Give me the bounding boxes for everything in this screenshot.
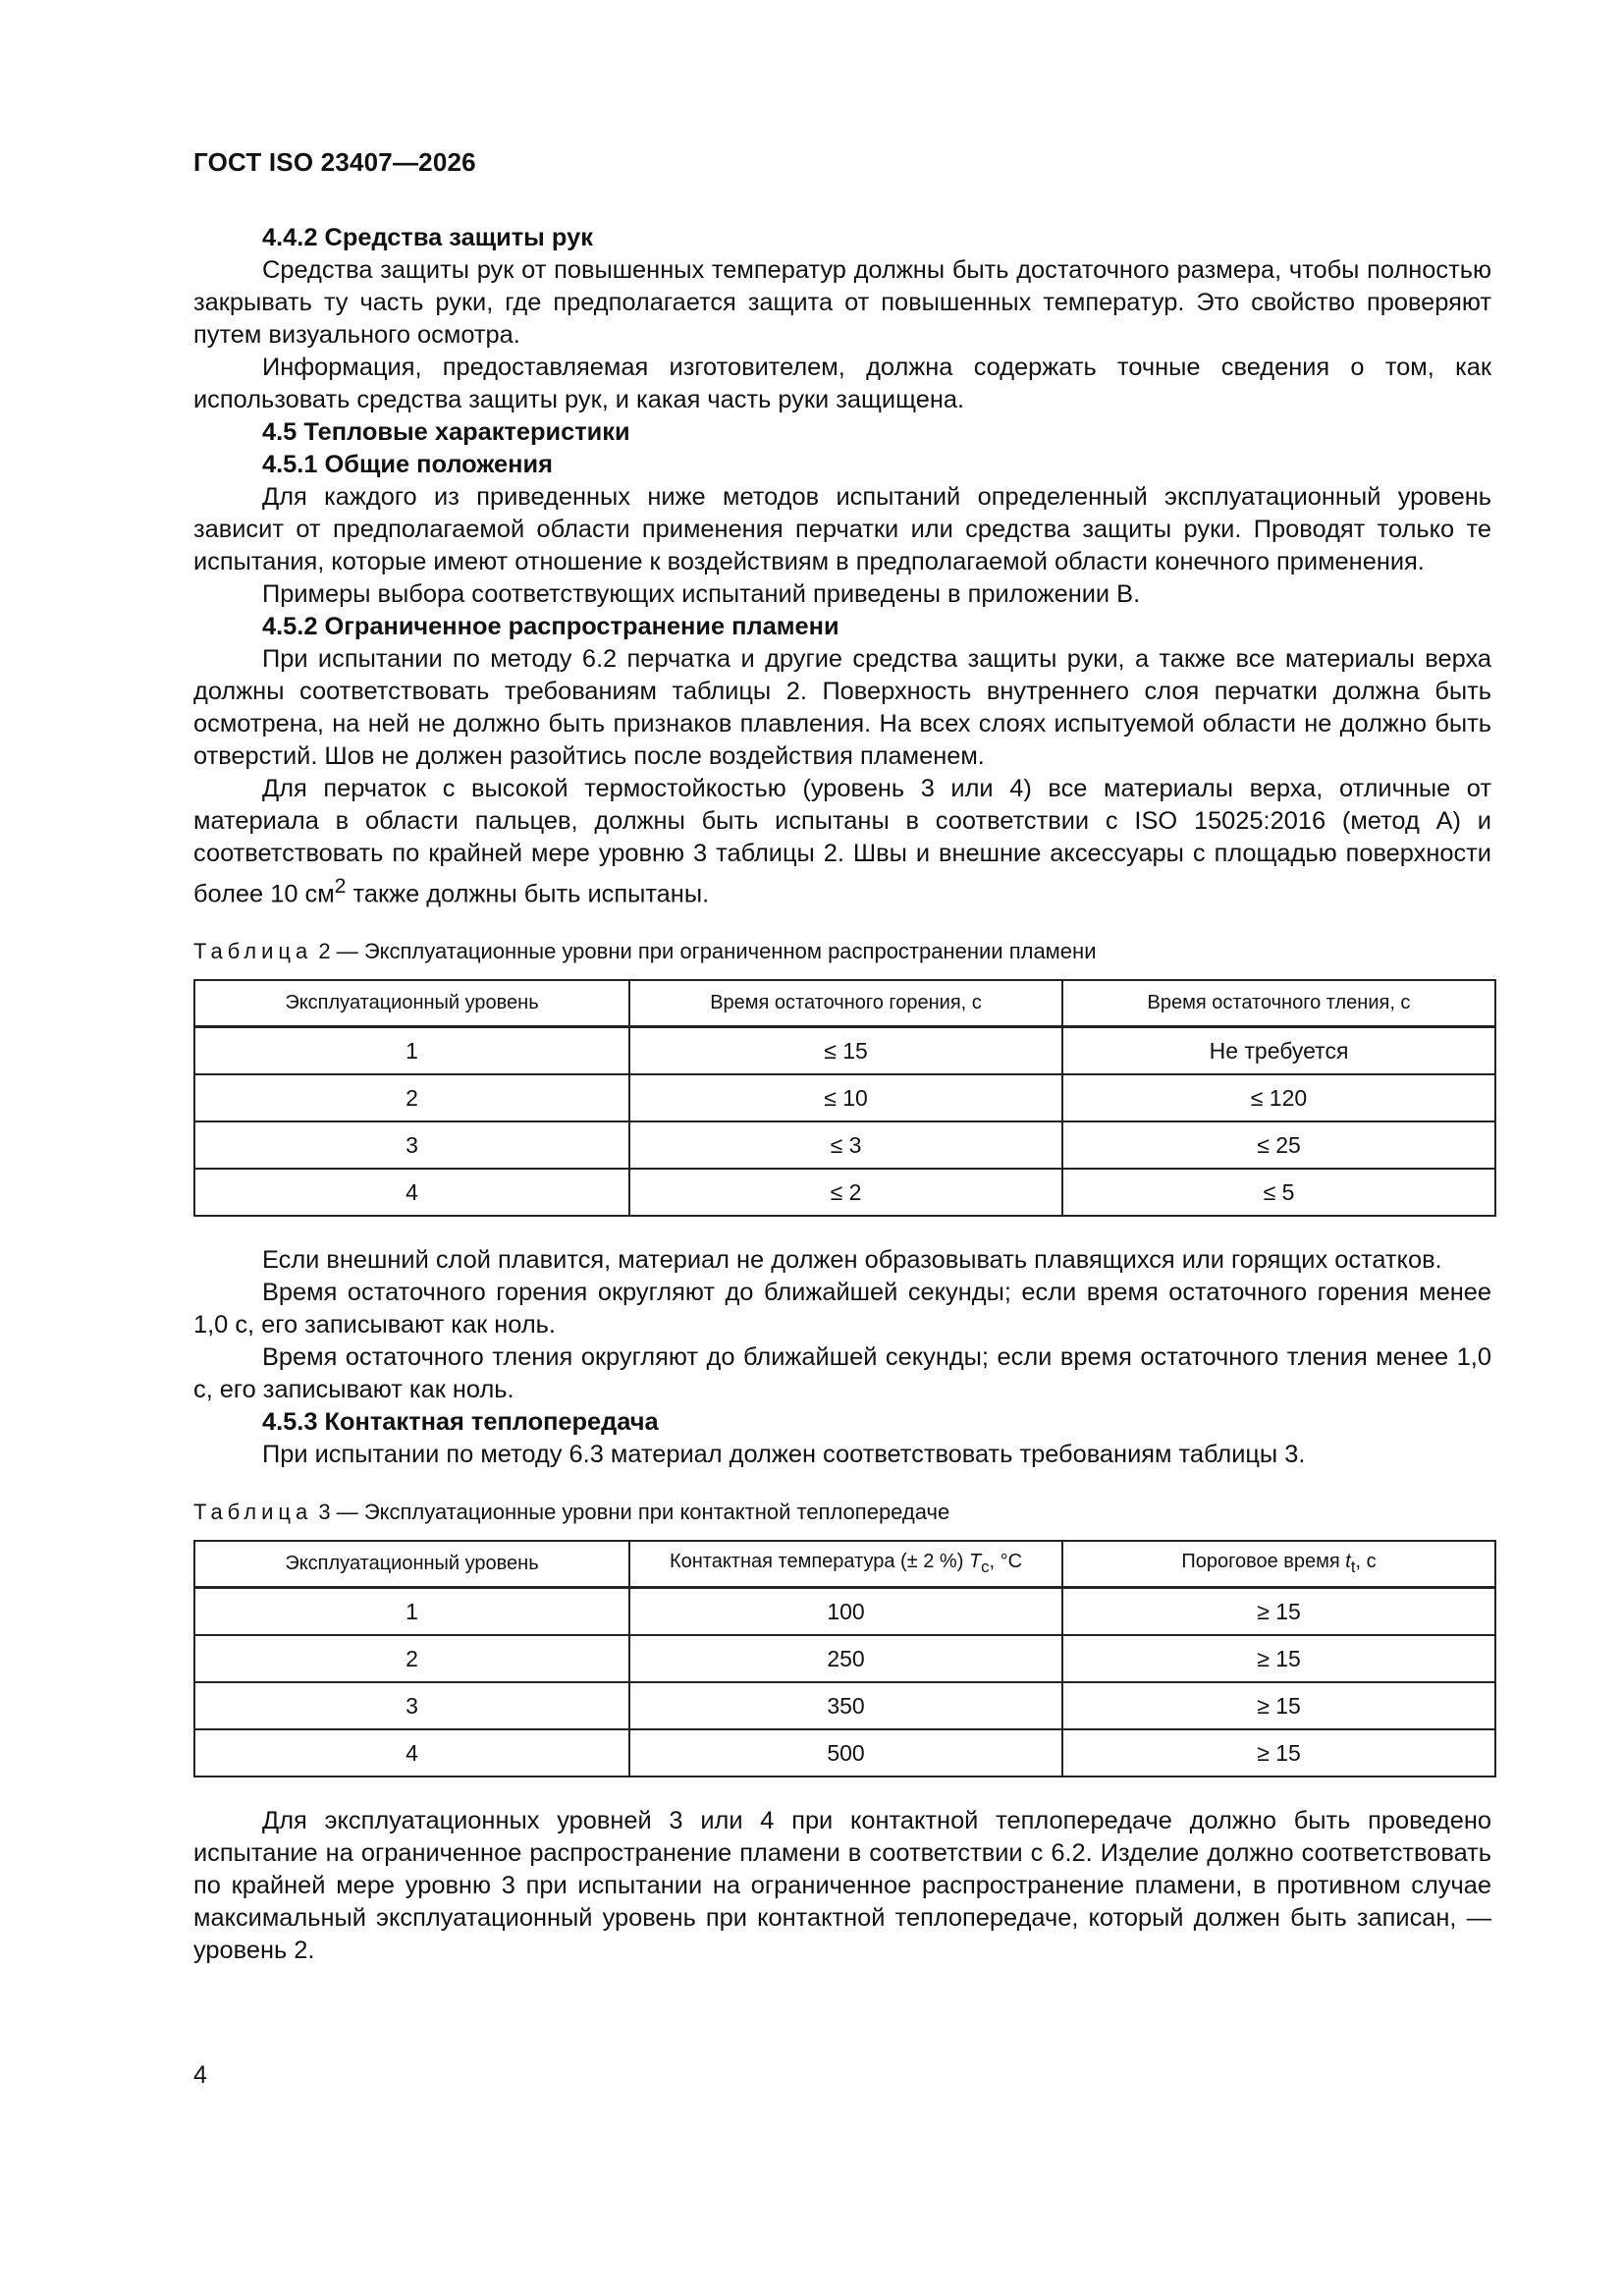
table-cell: 1 — [194, 1588, 629, 1636]
table-cell: 500 — [629, 1729, 1062, 1777]
variable-symbol: T — [968, 1550, 982, 1572]
table-cell: 2 — [194, 1635, 629, 1682]
paragraph: Примеры выбора соответствующих испытаний приведены в приложении В. — [262, 580, 1141, 608]
section-4-4-2-title: 4.4.2 Средства защиты рук — [262, 224, 593, 251]
table-cell: 350 — [629, 1682, 1062, 1729]
section-4-5-1-title: 4.5.1 Общие положения — [262, 451, 553, 478]
table-cell: 2 — [194, 1074, 629, 1121]
paragraph: Время остаточного горения округляют до ближайшей секунды; если время остаточного горения менее 1,0 с, его записывают как ноль. — [193, 1279, 1491, 1339]
table-header-row — [194, 1541, 1495, 1588]
variable-symbol: t — [1345, 1550, 1351, 1572]
table-cell: ≤ 120 — [1062, 1074, 1495, 1121]
table-cell: 250 — [629, 1635, 1062, 1682]
column-header: Время остаточного горения, с — [629, 980, 1062, 1027]
section-4-5-title: 4.5 Тепловые характеристики — [262, 418, 630, 446]
table-row — [194, 1635, 1495, 1682]
paragraph-text-end: также должны быть испытаны. — [346, 880, 710, 908]
table-cell: 1 — [194, 1027, 629, 1075]
table-label: Таблица — [193, 939, 313, 964]
table-cell: ≥ 15 — [1062, 1588, 1495, 1636]
paragraph: Время остаточного тления округляют до ближайшей секунды; если время остаточного тления менее 1,0 с, его записывают как ноль. — [193, 1343, 1491, 1404]
table-header-row — [194, 980, 1495, 1027]
header-text: Пороговое время — [1181, 1550, 1346, 1572]
table-3-caption — [193, 1496, 1491, 1528]
paragraph: Для эксплуатационных уровней 3 или 4 при контактной теплопередаче должно быть проведено испытание на ограниченное распространение пламени в соответствии с 6.2. Изделие должно соответствовать по крайней мере уровню 3 при испытании на ограниченное распространение пламени, в противном случае максимальный эксплуатационный уровень при контактной теплопередаче, который должен быть записан, — уровень 2. — [193, 1807, 1491, 1965]
table-cell: ≥ 15 — [1062, 1635, 1495, 1682]
table-cell: 4 — [194, 1729, 629, 1777]
table-cell: 4 — [194, 1169, 629, 1216]
table-cell: 3 — [194, 1121, 629, 1169]
table-row — [194, 1169, 1495, 1216]
paragraph-text: Для перчаток с высокой термостойкостью (уровень 3 или 4) все материалы верха, отличные от материала в области пальцев, должны быть испытаны в соответствии с ISO 15025:2016 (метод А) и соответствовать по крайней мере уровню 3 таблицы 2. Швы и внешние аксессуары с площадью поверхности более 10 см — [193, 775, 1491, 908]
table-cell: 3 — [194, 1682, 629, 1729]
paragraph: Если внешний слой плавится, материал не должен образовывать плавящихся или горящих остатков. — [262, 1246, 1442, 1275]
table-row — [194, 1074, 1495, 1121]
column-header: Время остаточного тления, с — [1062, 980, 1495, 1027]
column-header — [629, 1541, 1062, 1588]
paragraph: Средства защиты рук от повышенных температур должны быть достаточного размера, чтобы полностью закрывать ту часть руки, где предполагается защита от повышенных температур. Это свойство проверяют путем визуального осмотра. — [193, 256, 1491, 349]
header-text: Контактная температура (± 2 %) — [669, 1550, 969, 1572]
page-number: 4 — [193, 2061, 207, 2089]
variable-subscript: c — [981, 1557, 990, 1576]
table-cell: 100 — [629, 1588, 1062, 1636]
header-text-end: , °C — [989, 1550, 1023, 1572]
table-cell: ≤ 15 — [629, 1027, 1062, 1075]
table-row — [194, 1682, 1495, 1729]
section-4-5-3-title: 4.5.3 Контактная теплопередача — [262, 1408, 659, 1437]
table-row — [194, 1729, 1495, 1777]
superscript: 2 — [334, 875, 347, 898]
main-content — [193, 222, 1491, 1967]
column-header — [1062, 1541, 1495, 1588]
table-row — [194, 1588, 1495, 1636]
table-3 — [193, 1540, 1496, 1777]
table-cell: ≤ 3 — [629, 1121, 1062, 1169]
paragraph: Для каждого из приведенных ниже методов испытаний определенный эксплуатационный уровень зависит от предполагаемой области применения перчатки или средства защиты руки. Проводят только те испытания, которые имеют отношение к воздействиям в предполагаемой области конечного применения. — [193, 483, 1491, 575]
paragraph: При испытании по методу 6.2 перчатка и другие средства защиты руки, а также все материалы верха должны соответствовать требованиям таблицы 2. Поверхность внутреннего слоя перчатки должна быть осмотрена, на ней не должно быть признаков плавления. На всех слоях испытуемой области не должно быть отверстий. Шов не должен разойтись после воздействия пламенем. — [193, 645, 1491, 770]
table-caption-text: 3 — Эксплуатационные уровни при контактной теплопередаче — [312, 1500, 950, 1525]
paragraph: Информация, предоставляемая изготовителем, должна содержать точные сведения о том, как использовать средства защиты рук, и какая часть руки защищена. — [193, 354, 1491, 413]
table-row — [194, 1027, 1495, 1075]
table-cell: ≥ 15 — [1062, 1729, 1495, 1777]
table-cell: Не требуется — [1062, 1027, 1495, 1075]
column-header: Эксплуатационный уровень — [194, 980, 629, 1027]
table-cell: ≤ 2 — [629, 1169, 1062, 1216]
paragraph — [193, 773, 1491, 910]
variable-subscript: t — [1350, 1557, 1356, 1576]
table-cell: ≤ 5 — [1062, 1169, 1495, 1216]
document-header: ГОСТ ISO 23407—2026 — [193, 147, 476, 177]
table-2 — [193, 979, 1496, 1217]
section-4-5-2-title: 4.5.2 Ограниченное распространение пламени — [262, 613, 839, 640]
header-text-end: , с — [1355, 1550, 1377, 1572]
table-2-caption — [193, 935, 1491, 967]
table-row — [194, 1121, 1495, 1169]
table-cell: ≤ 25 — [1062, 1121, 1495, 1169]
table-caption-text: 2 — Эксплуатационные уровни при ограниченном распространении пламени — [312, 939, 1097, 964]
table-cell: ≥ 15 — [1062, 1682, 1495, 1729]
table-label: Таблица — [193, 1500, 313, 1525]
column-header: Эксплуатационный уровень — [194, 1541, 629, 1588]
table-cell: ≤ 10 — [629, 1074, 1062, 1121]
paragraph: При испытании по методу 6.3 материал должен соответствовать требованиям таблицы 3. — [262, 1441, 1306, 1469]
